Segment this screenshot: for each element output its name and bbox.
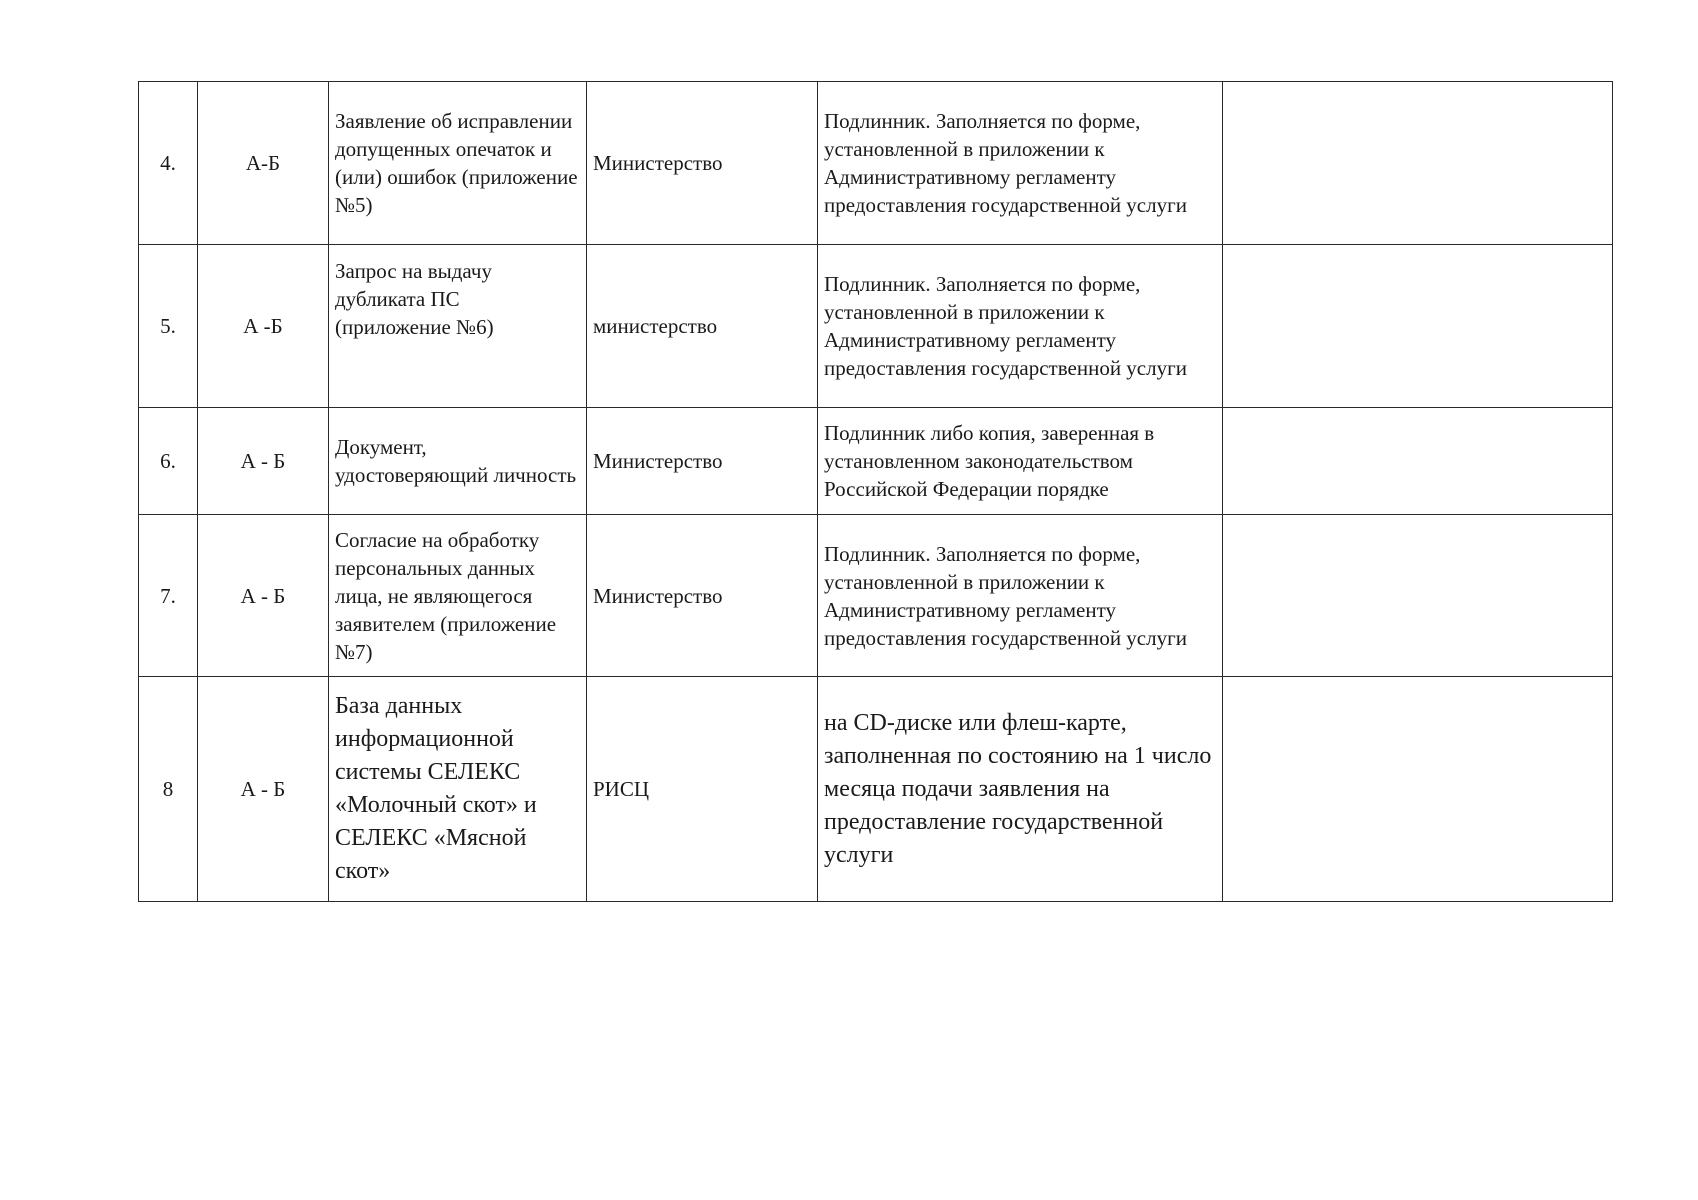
row-number: 8 bbox=[139, 677, 198, 902]
document-name: Запрос на выдачу дубликата ПС (приложение №6) bbox=[329, 245, 587, 408]
document-requirements: Подлинник. Заполняется по форме, установленной в приложении к Административному регламенту предоставления государственной услуги bbox=[818, 82, 1223, 245]
issuing-authority: Министерство bbox=[587, 515, 818, 677]
applicant-category: А - Б bbox=[198, 677, 329, 902]
row-number: 6. bbox=[139, 408, 198, 515]
applicant-category: А -Б bbox=[198, 245, 329, 408]
issuing-authority: министерство bbox=[587, 245, 818, 408]
row-number: 7. bbox=[139, 515, 198, 677]
applicant-category: А - Б bbox=[198, 408, 329, 515]
issuing-authority: Министерство bbox=[587, 82, 818, 245]
notes-cell bbox=[1223, 245, 1613, 408]
document-name: Согласие на обработку персональных данных лица, не являющегося заявителем (приложение №7) bbox=[329, 515, 587, 677]
applicant-category: А-Б bbox=[198, 82, 329, 245]
document-name: Документ, удостоверяющий личность bbox=[329, 408, 587, 515]
table-row bbox=[139, 677, 1613, 902]
documents-table bbox=[138, 81, 1613, 902]
document-name: База данных информационной системы СЕЛЕКС «Молочный скот» и СЕЛЕКС «Мясной скот» bbox=[329, 677, 587, 902]
row-number: 4. bbox=[139, 82, 198, 245]
issuing-authority: РИСЦ bbox=[587, 677, 818, 902]
notes-cell bbox=[1223, 408, 1613, 515]
document-name: Заявление об исправлении допущенных опечаток и (или) ошибок (приложение №5) bbox=[329, 82, 587, 245]
table-row bbox=[139, 408, 1613, 515]
document-requirements: Подлинник либо копия, заверенная в установленном законодательством Российской Федерации порядке bbox=[818, 408, 1223, 515]
notes-cell bbox=[1223, 82, 1613, 245]
document-requirements: Подлинник. Заполняется по форме, установленной в приложении к Административному регламенту предоставления государственной услуги bbox=[818, 245, 1223, 408]
table-row bbox=[139, 515, 1613, 677]
row-number: 5. bbox=[139, 245, 198, 408]
document-requirements: Подлинник. Заполняется по форме, установленной в приложении к Административному регламенту предоставления государственной услуги bbox=[818, 515, 1223, 677]
applicant-category: А - Б bbox=[198, 515, 329, 677]
notes-cell bbox=[1223, 515, 1613, 677]
table-row bbox=[139, 82, 1613, 245]
issuing-authority: Министерство bbox=[587, 408, 818, 515]
document-requirements: на CD-диске или флеш-карте, заполненная по состоянию на 1 число месяца подачи заявления на предоставление государственной услуги bbox=[818, 677, 1223, 902]
notes-cell bbox=[1223, 677, 1613, 902]
table-row bbox=[139, 245, 1613, 408]
